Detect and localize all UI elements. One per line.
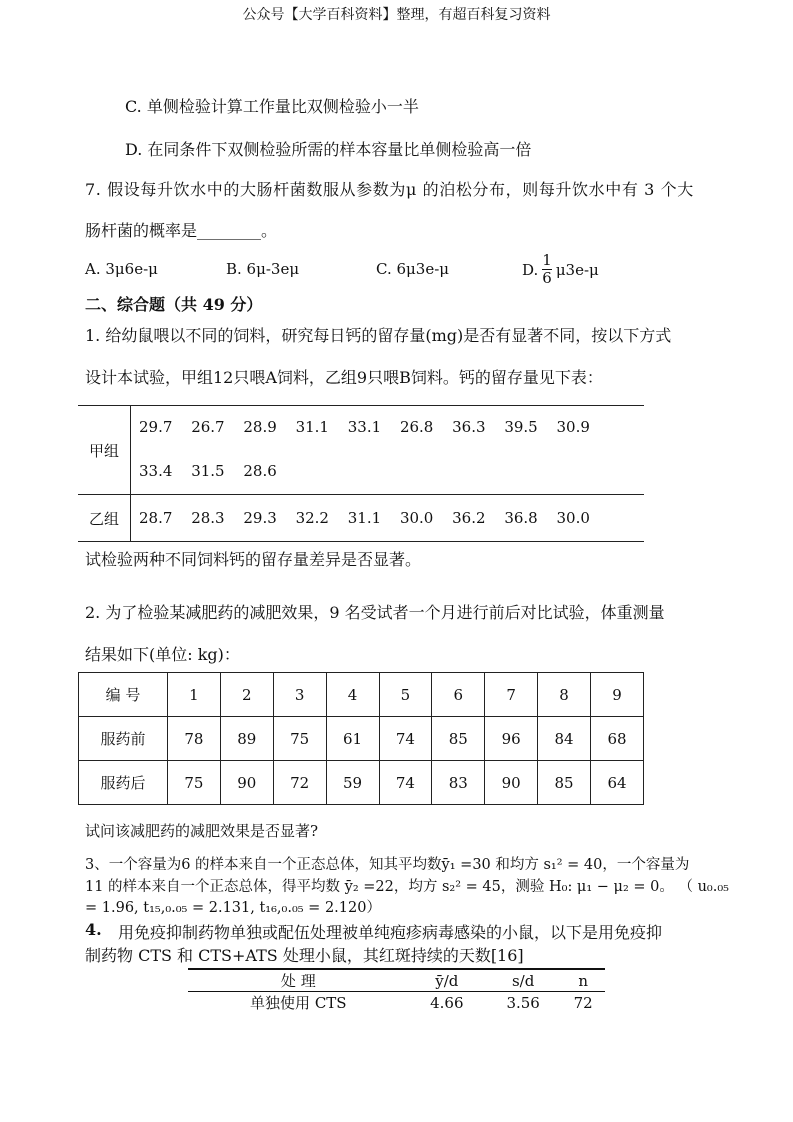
- q7-option-c: C. 6μ3e-μ: [376, 260, 450, 278]
- q4-line2: 制药物 CTS 和 CTS+ATS 处理小鼠，其红斑持续的天数[16]: [85, 946, 524, 965]
- table-header-row: 编 号 1 2 3 4 5 6 7 8 9: [79, 673, 644, 717]
- fraction: [542, 252, 552, 287]
- q3-line2: 11 的样本来自一个正态总体，得平均数 ȳ₂ =22，均方 s₂² = 45，测验 H₀: μ₁ − μ₂ = 0。 （ u₀.₀₅: [85, 879, 729, 895]
- q7-option-b: B. 6μ-3eμ: [226, 260, 300, 278]
- q7-line2: 肠杆菌的概率是________。: [85, 221, 278, 240]
- q2-line1: 2. 为了检验某减肥药的减肥效果，9 名受试者一个月进行前后对比试验，体重测量: [85, 603, 665, 622]
- page-header: 公众号【大学百科资料】整理，有超百科复习资料: [242, 7, 551, 23]
- table-header-row: 处 理 ȳ/d s/d n: [188, 969, 605, 992]
- q3-line3: = 1.96, t₁₅,₀.₀₅ = 2.131, t₁₆,₀.₀₅ = 2.120）: [85, 900, 381, 916]
- group-b-label: 乙组: [78, 495, 131, 542]
- denominator: 6: [542, 269, 552, 287]
- numerator: 1: [542, 251, 552, 269]
- q2-question: 试问该减肥药的减肥效果是否显著?: [85, 822, 319, 840]
- q7-d-expr: μ3e-μ: [555, 260, 599, 279]
- q3-line1: 3、一个容量为6 的样本来自一个正态总体，知其平均数ȳ₁ =30 和均方 s₁² = 40，一个容量为: [85, 857, 690, 873]
- option-d: D. 在同条件下双侧检验所需的样本容量比单侧检验高一倍: [125, 140, 532, 159]
- table-row-after: 服药后 75 90 72 59 74 83 90 85 64: [79, 761, 644, 805]
- q7-line1: 7. 假设每升饮水中的大肠杆菌数服从参数为μ 的泊松分布，则每升饮水中有 3 个大: [85, 180, 694, 199]
- calcium-table: [78, 405, 644, 542]
- q7-d-prefix: D.: [522, 260, 539, 279]
- option-c: C. 单侧检验计算工作量比双侧检验小一半: [125, 97, 419, 116]
- q2-line2: 结果如下(单位: kg)：: [85, 645, 240, 664]
- table-row: 单独使用 CTS 4.66 3.56 72: [250, 993, 593, 1012]
- q7-option-d: [522, 252, 599, 287]
- q1-question: 试检验两种不同饲料钙的留存量差异是否显著。: [85, 550, 422, 569]
- q1-line2: 设计本试验，甲组12只喂A饲料，乙组9只喂B饲料。钙的留存量见下表：: [85, 368, 603, 387]
- table-row-before: 服药前 78 89 75 61 74 85 96 84 68: [79, 717, 644, 761]
- group-b-row: 28.7 28.3 29.3 32.2 31.1 30.0 36.2 36.8 30.0: [139, 509, 590, 527]
- weight-table: [78, 672, 644, 805]
- group-a-label: 甲组: [78, 406, 131, 495]
- q4-line1: 用免疫抑制药物单独或配伍处理被单纯疱疹病毒感染的小鼠，以下是用免疫抑: [118, 923, 663, 942]
- group-a-row1: 29.7 26.7 28.9 31.1 33.1 26.8 36.3 39.5 30.9: [139, 418, 590, 436]
- cts-table: [188, 968, 605, 1013]
- q7-option-a: A. 3μ6e-μ: [85, 260, 158, 278]
- section-title: 二、综合题（共 49 分）: [85, 295, 263, 314]
- q1-line1: 1. 给幼鼠喂以不同的饲料，研究每日钙的留存量(mg)是否有显著不同，按以下方式: [85, 326, 672, 345]
- group-a-row2: 33.4 31.5 28.6: [139, 462, 277, 480]
- q4-number: 4.: [85, 920, 102, 939]
